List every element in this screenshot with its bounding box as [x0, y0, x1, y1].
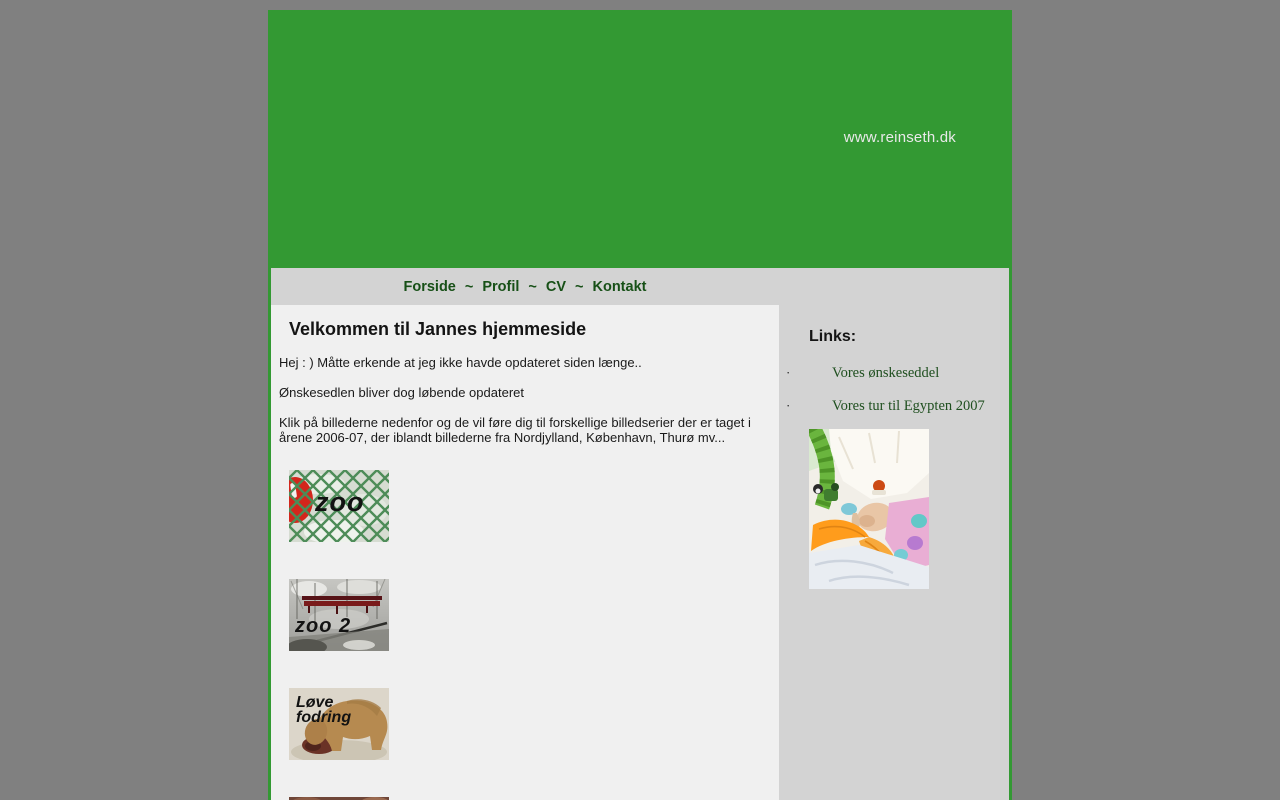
- nav-separator: ~: [575, 278, 584, 295]
- nav-link-profil[interactable]: Profil: [482, 278, 520, 295]
- zoo-fence-photo: [289, 470, 389, 542]
- thumbnail-zoo-label: zoo: [315, 487, 365, 517]
- gallery-paragraph: Klik på billederne nedenfor og de vil føre dig til forskellige billedserier der er taget i årene 2006-07, der iblandt billederne fra Nordjylland, København, Thurø mv...: [279, 415, 751, 445]
- link-wishlist[interactable]: Vores ønskeseddel: [832, 365, 940, 381]
- nav-link-kontakt[interactable]: Kontakt: [592, 278, 647, 295]
- site-header: [268, 10, 1012, 268]
- nav-link-cv[interactable]: CV: [545, 278, 567, 295]
- intro-paragraph: Hej : ) Måtte erkende at jeg ikke havde opdateret siden længe..: [279, 355, 642, 370]
- thumbnail-list: [271, 470, 779, 800]
- bullet-icon: ·: [786, 398, 791, 413]
- thumbnail-lion-label: Løve fodring: [296, 694, 352, 727]
- wishlist-paragraph: Ønskesedlen bliver dog løbende opdateret: [279, 385, 524, 400]
- zoo-snow-photo: [289, 579, 389, 651]
- list-item: [779, 397, 1009, 415]
- links-list: [779, 364, 1009, 415]
- page-container: [268, 10, 1012, 800]
- list-item: [779, 364, 1009, 382]
- lion-feeding-photo: [289, 688, 389, 760]
- content-row: [268, 305, 1012, 800]
- nav-separator: ~: [464, 278, 474, 295]
- thumbnail-zoo2-label: zoo 2: [295, 615, 352, 637]
- sidebar-photo-baby-playgym[interactable]: [809, 429, 929, 589]
- page-title: Velkommen til Jannes hjemmeside: [289, 319, 587, 339]
- nav-separator: ~: [528, 278, 537, 295]
- links-heading: Links:: [809, 328, 857, 345]
- main-content: [271, 305, 779, 800]
- site-url: www.reinseth.dk: [843, 129, 956, 146]
- bullet-icon: ·: [786, 365, 791, 380]
- thumbnail-zoo[interactable]: [289, 470, 389, 542]
- sidebar: [779, 305, 1009, 800]
- thumbnail-lion-feeding[interactable]: [289, 688, 389, 760]
- link-egypt-trip[interactable]: Vores tur til Egypten 2007: [832, 398, 985, 414]
- nav-links: [271, 278, 779, 296]
- thumbnail-zoo2[interactable]: [289, 579, 389, 651]
- main-nav: [268, 268, 1012, 305]
- nav-link-forside[interactable]: Forside: [403, 278, 456, 295]
- baby-playgym-photo: [809, 429, 929, 589]
